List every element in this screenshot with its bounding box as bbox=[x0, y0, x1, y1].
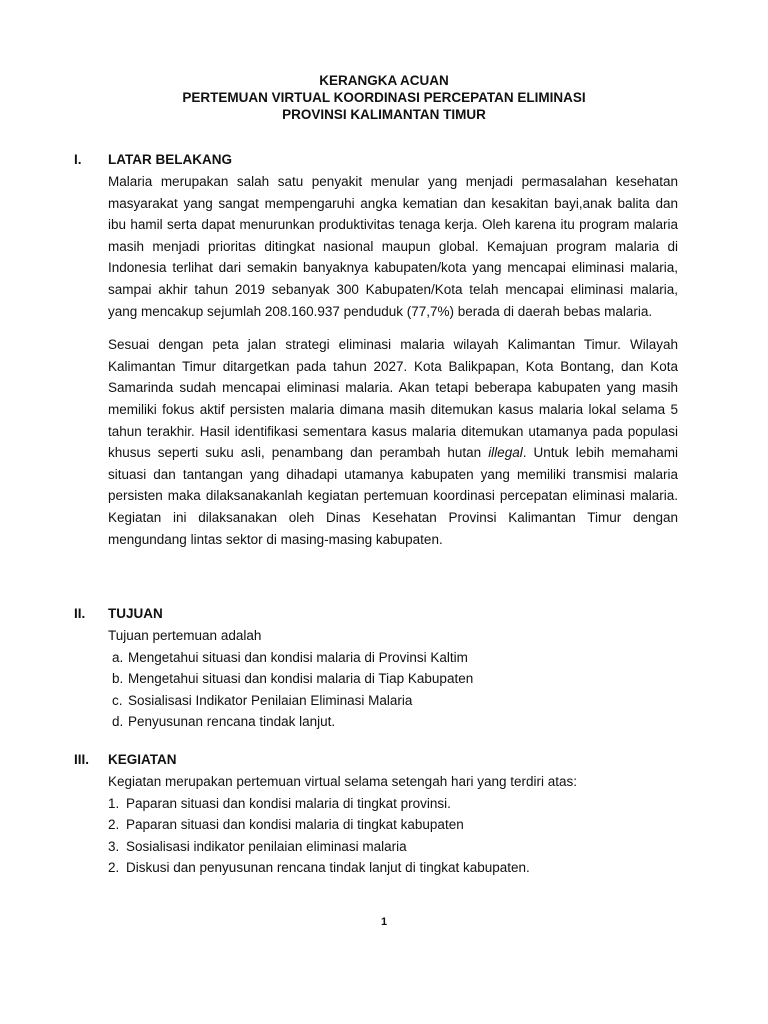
section-body bbox=[108, 171, 678, 550]
title-line-3: PROVINSI KALIMANTAN TIMUR bbox=[282, 107, 486, 122]
paragraph: Malaria merupakan salah satu penyakit menular yang menjadi permasalahan kesehatan masyarakat yang sangat mempengaruhi angka kematian dan kesakitan bayi,anak balita dan ibu hamil serta dapat menurunkan produktivitas tenaga kerja. Oleh karena itu program malaria masih menjadi prioritas ditingkat nasional maupun global. Kemajuan program malaria di Indonesia terlihat dari semakin banyaknya kabupaten/kota yang mencapai eliminasi malaria, sampai akhir tahun 2019 sebanyak 300 Kabupaten/Kota telah mencapai eliminasi malaria, yang mencakup sejumlah 208.160.937 penduduk (77,7%) berada di daerah bebas malaria. bbox=[108, 174, 678, 319]
section-body bbox=[108, 771, 678, 879]
list-item bbox=[108, 793, 678, 815]
list-item-text: Mengetahui situasi dan kondisi malaria di Provinsi Kaltim bbox=[128, 649, 468, 665]
list-marker: 3. bbox=[108, 838, 120, 854]
list-item-text: Paparan situasi dan kondisi malaria di tingkat kabupaten bbox=[126, 817, 464, 833]
list-marker: 2. bbox=[108, 817, 120, 833]
list-item-text: Diskusi dan penyusunan rencana tindak lanjut di tingkat kabupaten. bbox=[126, 860, 530, 876]
activity-list bbox=[108, 793, 678, 879]
section-heading: KEGIATAN bbox=[108, 752, 177, 767]
section-intro: Tujuan pertemuan adalah bbox=[108, 628, 262, 643]
paragraph bbox=[108, 334, 678, 550]
list-marker: a. bbox=[112, 649, 124, 665]
list-marker: d. bbox=[112, 714, 124, 730]
document-title bbox=[0, 72, 768, 123]
section-number: III. bbox=[74, 752, 90, 767]
list-item-text: Penyusunan rencana tindak lanjut. bbox=[128, 714, 336, 730]
title-line-2: PERTEMUAN VIRTUAL KOORDINASI PERCEPATAN ELIMINASI bbox=[182, 90, 586, 105]
section-heading: TUJUAN bbox=[108, 606, 163, 621]
list-item bbox=[108, 690, 678, 712]
page-number: 1 bbox=[380, 916, 388, 928]
list-item bbox=[108, 836, 678, 858]
section-heading: LATAR BELAKANG bbox=[108, 152, 232, 167]
list-item-text: Mengetahui situasi dan kondisi malaria di Tiap Kabupaten bbox=[128, 671, 474, 687]
list-marker: 2. bbox=[108, 860, 120, 876]
list-item bbox=[108, 668, 678, 690]
list-marker: b. bbox=[112, 671, 124, 687]
section-intro: Kegiatan merupakan pertemuan virtual selama setengah hari yang terdiri atas: bbox=[108, 774, 578, 789]
list-item bbox=[108, 647, 678, 669]
list-marker: 1. bbox=[108, 795, 120, 811]
objective-list bbox=[108, 647, 678, 733]
list-item bbox=[108, 814, 678, 836]
list-marker: c. bbox=[112, 692, 123, 708]
paragraph-italic-text: illegal bbox=[488, 445, 523, 461]
list-item-text: Paparan situasi dan kondisi malaria di tingkat provinsi. bbox=[126, 795, 451, 811]
list-item bbox=[108, 857, 678, 879]
list-item-text: Sosialisasi Indikator Penilaian Eliminasi Malaria bbox=[128, 692, 413, 708]
list-item bbox=[108, 711, 678, 733]
list-item-text: Sosialisasi indikator penilaian eliminasi malaria bbox=[126, 838, 407, 854]
title-line-1: KERANGKA ACUAN bbox=[319, 73, 449, 88]
section-body bbox=[108, 625, 678, 733]
section-number: II. bbox=[74, 606, 86, 621]
section-number: I. bbox=[74, 152, 82, 167]
paragraph-text: Sesuai dengan peta jalan strategi eliminasi malaria wilayah Kalimantan Timur. Wilayah Kalimantan Timur ditargetkan pada tahun 2027. Kota Balikpapan, Kota Bontang, dan Kota Samarinda sudah mencapai eliminasi malaria. Akan tetapi beberapa kabupaten yang masih memiliki fokus aktif persisten malaria dimana masih ditemukan kasus malaria lokal selama 5 tahun terakhir. Hasil identifikasi sementara kasus malaria ditemukan utamanya pada populasi khusus seperti suku asli, penambang dan perambah hutan bbox=[108, 337, 678, 461]
paragraph-text: . Untuk lebih memahami situasi dan tantangan yang dihadapi utamanya kabupaten yang memiliki transmisi malaria persisten maka dilaksanakanlah kegiatan pertemuan koordinasi percepatan eliminasi malaria. Kegiatan ini dilaksanakan oleh Dinas Kesehatan Provinsi Kalimantan Timur dengan mengundang lintas sektor di masing-masing kabupaten. bbox=[108, 445, 679, 547]
